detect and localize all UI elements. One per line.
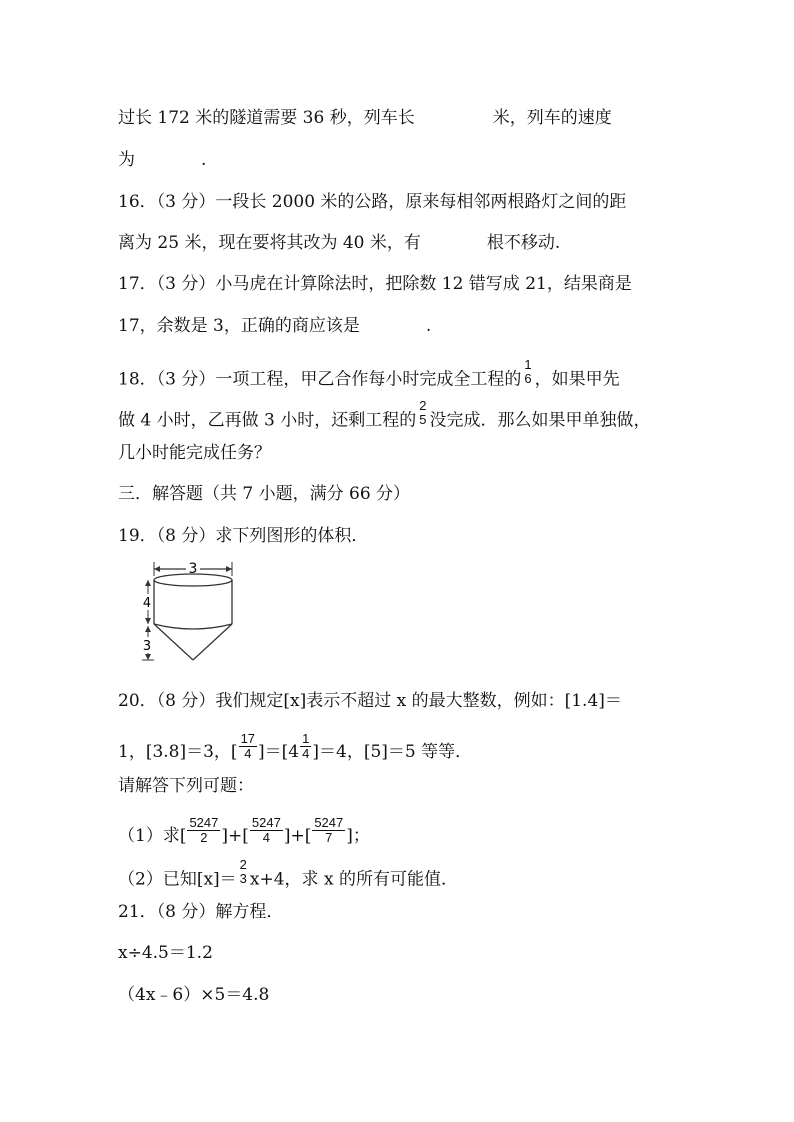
q16-text-a: 离为 25 米，现在要将其改为 40 米，有: [118, 233, 421, 253]
q20-p1-text-a: （1）求[: [118, 826, 187, 846]
q15-line2: [118, 150, 206, 170]
q18-text-a: 18．（3 分）一项工程，甲乙合作每小时完成全工程的: [118, 369, 522, 390]
q20-p1-text-c: ]+[: [283, 826, 312, 846]
q15-text-d: .: [201, 150, 207, 170]
height-arrow-3: [145, 626, 151, 632]
q20-p1-fraction-3: [312, 816, 345, 845]
height-arrow-2: [145, 618, 151, 624]
q20-part2: [118, 857, 458, 894]
q18-fraction-2: [417, 399, 428, 427]
q17-text-b: .: [425, 316, 432, 336]
q18-line3: 几小时能完成任务？: [118, 443, 271, 463]
q15-text-b: 米，列车的速度: [492, 108, 612, 128]
q20-line1: 20．（8 分）我们规定[x]表示不超过 x 的最大整数，例如：[1.4]＝: [118, 691, 622, 711]
q20-p2-text-a: （2）已知[x]＝: [118, 869, 237, 890]
q20-text-b: ]＝[4: [258, 742, 300, 762]
q20-p1-text-d: ]；: [346, 826, 370, 846]
q20-line2: [118, 731, 473, 767]
q15-text-a: 过长 172 米的隧道需要 36 秒，列车长: [118, 108, 415, 128]
frac-den: 5: [419, 412, 427, 427]
q20-part1: [118, 815, 370, 851]
q20-fraction-b: [300, 732, 311, 761]
frac-den: 2: [200, 830, 208, 845]
q15-line1: [118, 108, 612, 128]
frac-den: 4: [262, 830, 270, 845]
width-arrow-right: [226, 566, 232, 572]
q17-text-a: 17，余数是 3，正确的商应该是: [118, 316, 360, 336]
q21-equation-2: （4x﹣6）×5＝4.8: [118, 985, 270, 1005]
frac-num: 1: [302, 731, 310, 746]
frac-num: 2: [419, 398, 427, 413]
q18-text-d: 没完成．那么如果甲单独做，: [429, 410, 651, 431]
frac-num: 17: [240, 731, 256, 746]
frac-den: 6: [524, 371, 532, 386]
cylinder-height-label: 4: [142, 596, 152, 611]
q18-line2: [118, 398, 651, 435]
frac-den: 3: [239, 871, 247, 886]
frac-num: 5247: [251, 815, 281, 830]
cylinder-cone-figure: [140, 556, 248, 672]
frac-den: 4: [244, 746, 252, 761]
q20-fraction-a: [239, 732, 257, 761]
q20-p2-fraction: [238, 858, 249, 886]
frac-num: 5247: [314, 815, 344, 830]
q21-equation-1: x÷4.5＝1.2: [118, 943, 213, 963]
q16-line1: 16．（3 分）一段长 2000 米的公路，原来每相邻两根路灯之间的距: [118, 192, 627, 212]
q20-p1-fraction-2: [250, 816, 283, 845]
q18-text-c: 做 4 小时，乙再做 3 小时，还剩工程的: [118, 410, 417, 431]
q16-line2: [118, 233, 560, 253]
q20-line3: 请解答下列可题：: [118, 776, 254, 796]
frac-num: 2: [239, 857, 247, 872]
q18-line1: [118, 357, 620, 394]
q18-fraction-1: [522, 358, 533, 386]
q16-text-b: 根不移动.: [486, 233, 561, 253]
width-label: 3: [188, 561, 198, 577]
q15-text-c: 为: [118, 150, 135, 170]
frac-den: 4: [302, 746, 310, 761]
frac-num: 1: [524, 357, 532, 372]
q20-p1-fraction-1: [187, 816, 220, 845]
q20-text-a: 1，[3.8]＝3，[: [118, 742, 238, 762]
q18-text-b: ，如果甲先: [534, 369, 620, 390]
q20-p2-text-b: x+4，求 x 的所有可能值．: [249, 869, 458, 890]
q17-line2: [118, 316, 431, 336]
width-arrow-left: [154, 566, 160, 572]
section-heading: 三．解答题（共 7 小题，满分 66 分）: [118, 484, 411, 504]
q19-text: 19．（8 分）求下列图形的体积．: [118, 526, 369, 546]
height-arrow-1: [145, 580, 151, 586]
cone-height-label: 3: [142, 639, 152, 654]
cylinder-bottom: [154, 624, 232, 629]
q21-text: 21．（8 分）解方程．: [118, 902, 284, 922]
q20-p1-text-b: ]+[: [221, 826, 249, 846]
height-arrow-4: [145, 654, 151, 660]
q20-text-c: ]＝4，[5]＝5 等等．: [312, 742, 473, 762]
frac-den: 7: [325, 830, 333, 845]
frac-num: 5247: [189, 815, 219, 830]
q17-line1: 17．（3 分）小马虎在计算除法时，把除数 12 错写成 21，结果商是: [118, 274, 632, 294]
